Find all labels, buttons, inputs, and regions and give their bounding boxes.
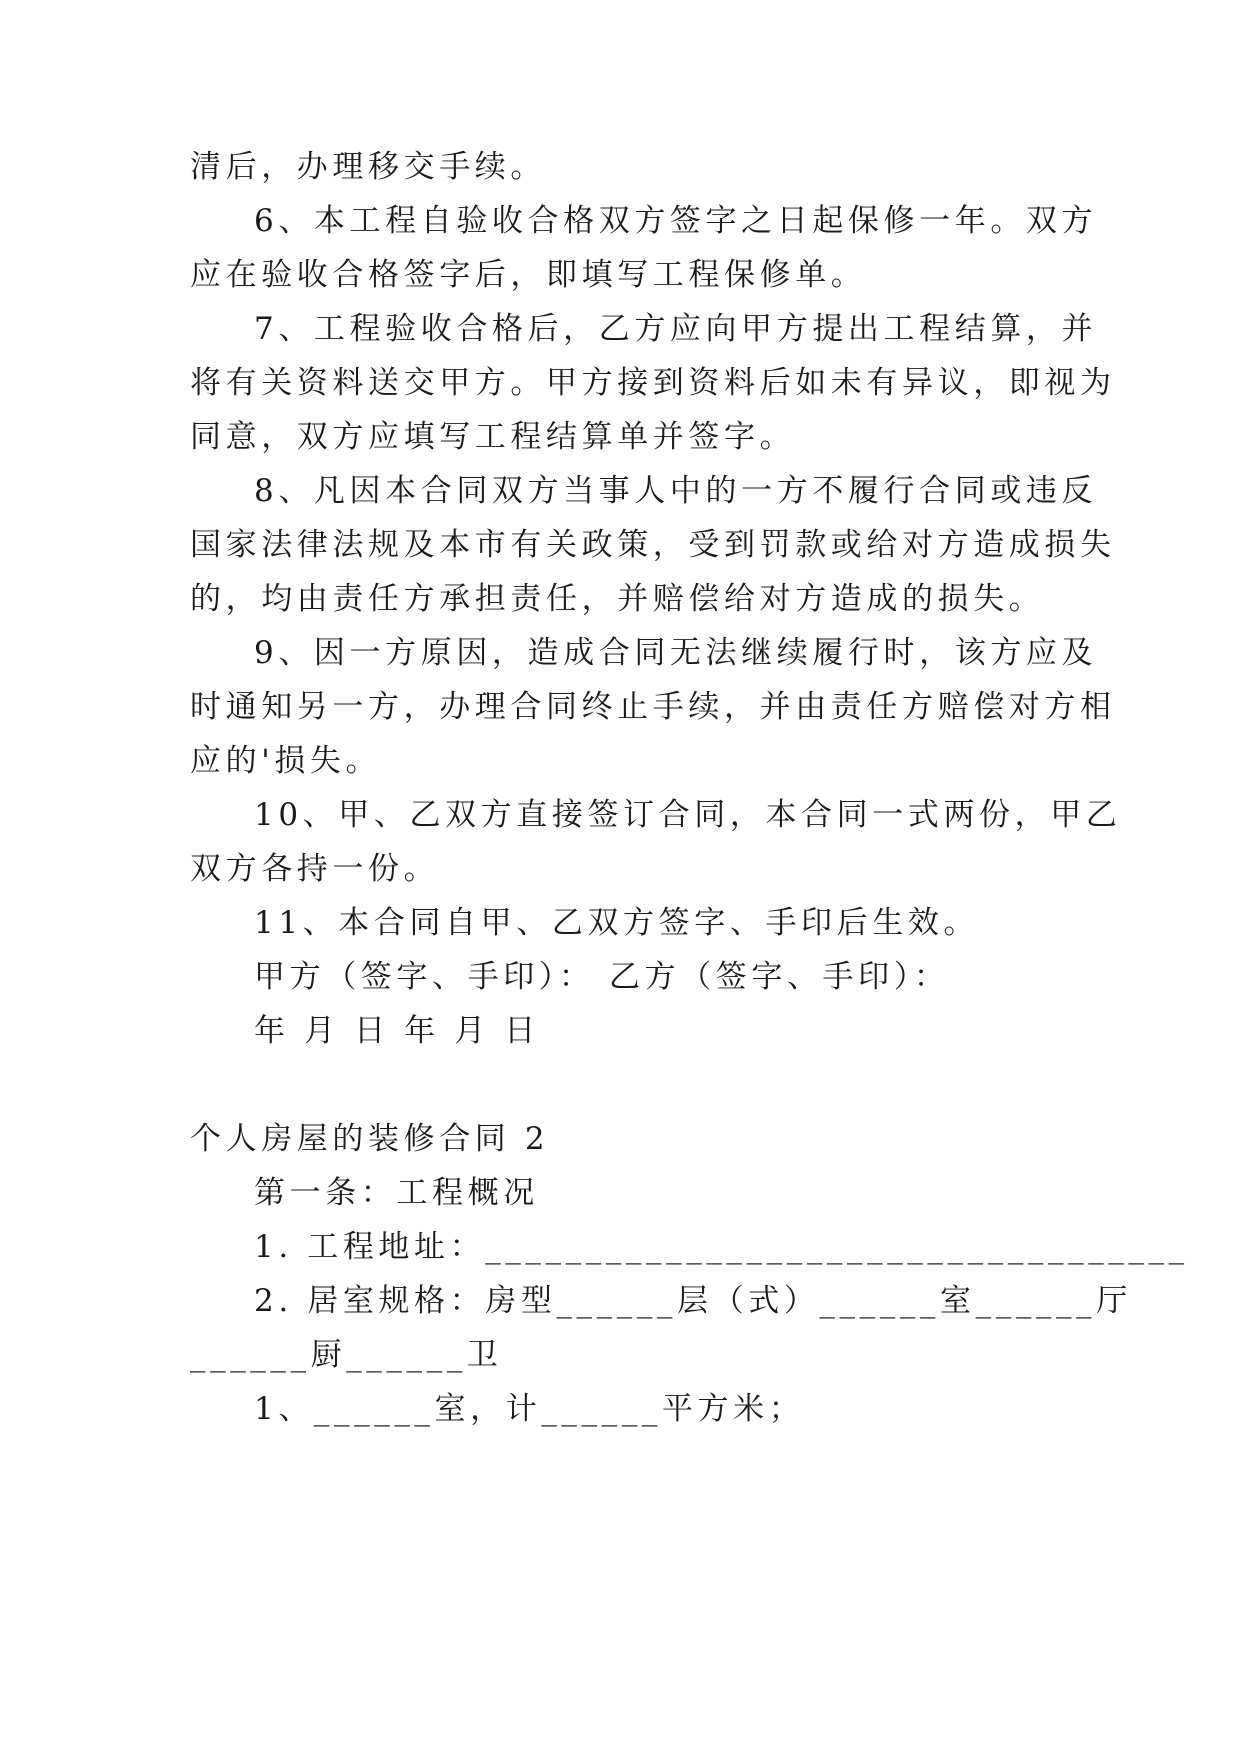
room-spec-line-1: 2. 居室规格：房型______层（式）______室______厅 (254, 1283, 1132, 1319)
text-line-1: 清后，办理移交手续。 (190, 149, 546, 185)
signature-line: 甲方（签字、手印）： 乙方（签字、手印）： (254, 959, 950, 995)
date-line: 年 月 日 年 月 日 (254, 1013, 540, 1049)
clause-9-line-2: 时通知另一方，办理合同终止手续，并由责任方赔偿对方相 (190, 689, 1116, 725)
clause-8-line-1: 8、凡因本合同双方当事人中的一方不履行合同或违反 (254, 473, 1098, 509)
clause-9-line-3: 应的'损失。 (190, 743, 382, 779)
clause-6-line-2: 应在验收合格签字后，即填写工程保修单。 (190, 257, 867, 293)
clause-9-line-1: 9、因一方原因，造成合同无法继续履行时，该方应及 (254, 635, 1098, 671)
clause-7-line-2: 将有关资料送交甲方。甲方接到资料后如未有异议，即视为 (190, 365, 1116, 401)
clause-8-line-2: 国家法律法规及本市有关政策，受到罚款或给对方造成损失 (190, 527, 1116, 563)
clause-10-line-2: 双方各持一份。 (190, 851, 440, 887)
clause-11: 11、本合同自甲、乙双方签字、手印后生效。 (254, 905, 980, 941)
clause-8-line-3: 的，均由责任方承担责任，并赔偿给对方造成的损失。 (190, 581, 1045, 617)
room-spec-line-2: ______厨______卫 (190, 1337, 503, 1373)
project-address-line: 1. 工程地址：___________________________________ (254, 1229, 1189, 1265)
article-1-heading: 第一条：工程概况 (254, 1175, 539, 1211)
clause-6-line-1: 6、本工程自验收合格双方签字之日起保修一年。双方 (254, 203, 1098, 239)
section-title: 个人房屋的装修合同 2 (190, 1121, 550, 1157)
room-area-line: 1、______室，计______平方米； (254, 1391, 805, 1427)
clause-7-line-1: 7、工程验收合格后，乙方应向甲方提出工程结算，并 (254, 311, 1098, 347)
clause-10-line-1: 10、甲、乙双方直接签订合同，本合同一式两份，甲乙 (254, 797, 1122, 833)
clause-7-line-3: 同意，双方应填写工程结算单并签字。 (190, 419, 796, 455)
